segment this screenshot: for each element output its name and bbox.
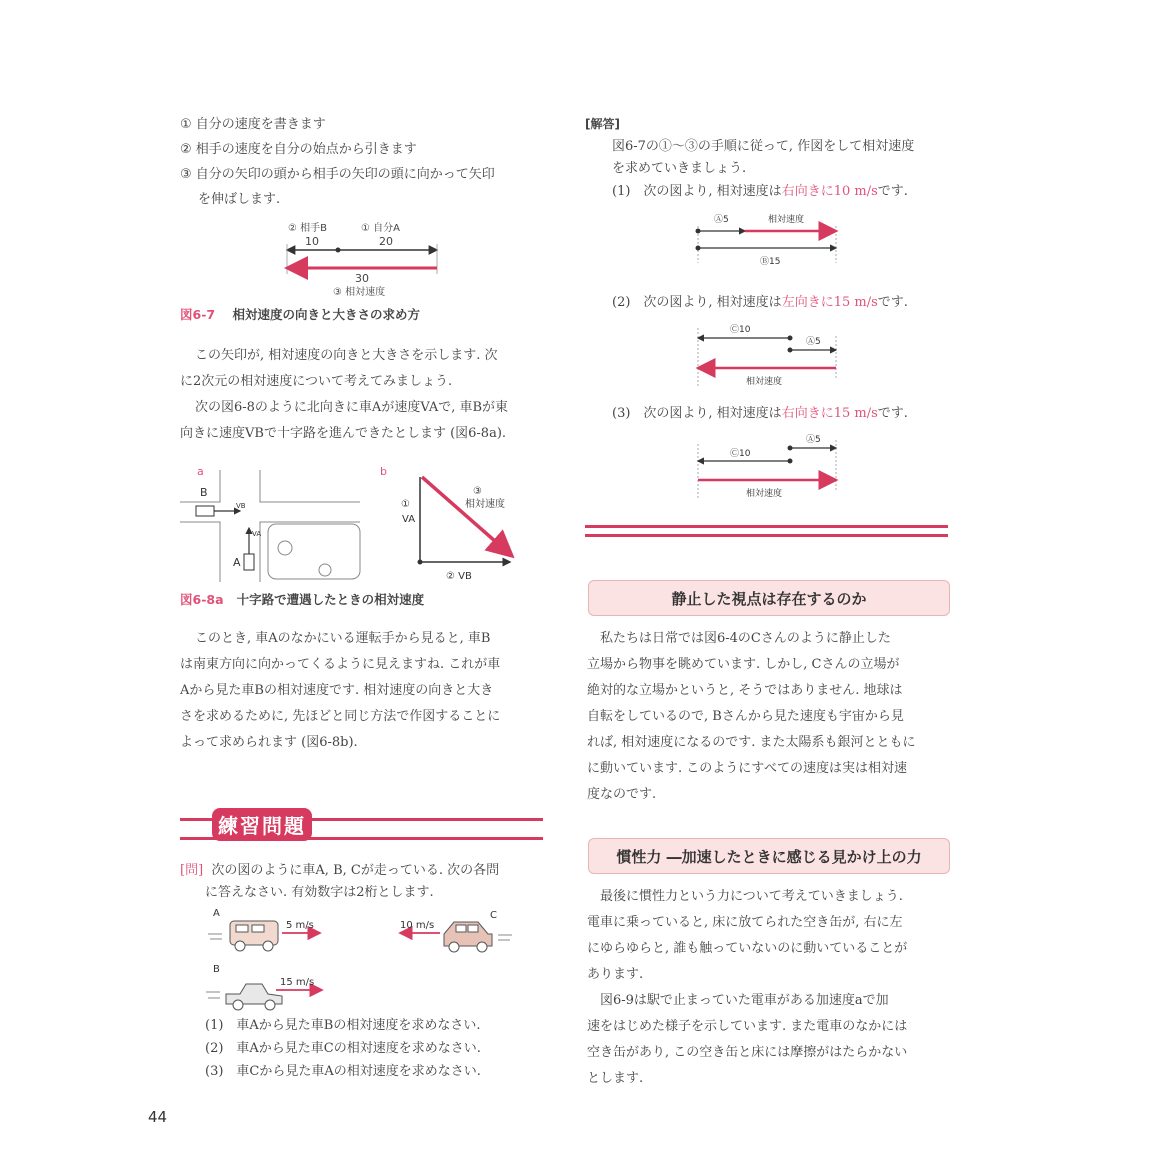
para3-line-3: 絶対的な立場かというと, そうではありません. 地球は — [587, 683, 903, 698]
car-b — [206, 984, 282, 1010]
d3-a-label: Ⓐ5 — [806, 435, 821, 445]
fig67-label-a: ① 自分A — [361, 223, 400, 234]
fig68-car-b — [196, 506, 214, 516]
para3-line-2: 立場から物事を眺めています. しかし, Cさんの立場が — [587, 657, 900, 672]
answer-tag: [解答] — [585, 117, 620, 131]
answer-1-highlight: 右向きに10 m/s — [781, 184, 878, 199]
fig68-rel-num: ③ — [473, 486, 482, 497]
subq-3: (3) 車Cから見た車Aの相対速度を求めなさい. — [205, 1064, 481, 1079]
para4-line-4: あります. — [587, 967, 644, 982]
para4-line-1: 最後に慣性力という力について考えていきましょう. — [600, 889, 903, 904]
heading-inertial-force: 慣性力 ―加速したときに感じる見かけ上の力 — [588, 838, 950, 874]
para3-line-5: れば, 相対速度になるのです. また太陽系も銀河とともに — [587, 735, 916, 750]
para3-line-7: 度なのです. — [587, 787, 657, 802]
fig68-caption-text: 十字路で遭遇したときの相対速度 — [236, 592, 425, 607]
fig68-va-label: VA — [402, 514, 416, 525]
car-b-label: B — [213, 964, 220, 975]
car-c-label: C — [490, 910, 497, 921]
figure-6-7 — [275, 220, 475, 300]
para4-line-2: 電車に乗っていると, 床に放てられた空き缶が, 右に左 — [587, 915, 903, 930]
para2-line-2: は南東方向に向かってくるように見えますね. これが車 — [180, 657, 501, 672]
fig68-vb-small: VB — [236, 502, 246, 510]
para2-line-4: さを求めるために, 先ほどと同じ方法で作図することに — [180, 709, 501, 724]
fig68-car-a-label: A — [233, 556, 241, 569]
d1-rel-label: 相対速度 — [768, 215, 805, 225]
fig68-panel-a: a — [197, 465, 204, 478]
answer-3-pre: (3) 次の図より, 相対速度は — [612, 406, 782, 421]
step-3-cont: を伸ばします. — [198, 192, 281, 207]
para1-line-4: 向きに速度VBで十字路を進んできたとします (図6-8a). — [180, 426, 507, 441]
question-tag: [問] — [180, 863, 204, 878]
para4-line-8: とします. — [587, 1071, 644, 1086]
para4-line-3: にゆらゆらと, 誰も触っていないのに動いていることが — [587, 941, 908, 956]
answer-1-diagram — [690, 208, 850, 273]
answer-intro-1: 図6-7の①～③の手順に従って, 作図をして相対速度 — [612, 139, 915, 154]
para3-line-1: 私たちは日常では図6-4のCさんのように静止した — [600, 631, 891, 646]
car-a — [208, 921, 278, 951]
d3-c-label: Ⓒ10 — [730, 449, 751, 459]
fig67-val-a: 20 — [379, 235, 393, 248]
answer-1-post: です. — [877, 184, 908, 199]
car-a-label: A — [213, 908, 220, 919]
answer-3-post: です. — [877, 406, 908, 421]
para2-line-5: よって求められます (図6-8b). — [180, 735, 358, 750]
para1-line-3: 次の図6-8のように北向きに車Aが速度VAで, 車Bが東 — [195, 400, 509, 415]
para2-line-1: このとき, 車Aのなかにいる運転手から見ると, 車B — [195, 631, 491, 646]
question-text-1: 次の図のように車A, B, Cが走っている. 次の各問 — [211, 863, 500, 878]
subq-1: (1) 車Aから見た車Bの相対速度を求めなさい. — [205, 1018, 481, 1033]
d2-c-label: Ⓒ10 — [730, 325, 751, 335]
fig68-va-num: ① — [401, 499, 410, 510]
fig68-car-b-label: B — [200, 486, 208, 499]
para1-line-2: に2次元の相対速度について考えてみましょう. — [180, 374, 453, 389]
d3-rel-label: 相対速度 — [746, 489, 783, 499]
answer-2-post: です. — [877, 295, 908, 310]
section-divider — [585, 525, 948, 537]
answer-2-pre: (2) 次の図より, 相対速度は — [612, 295, 782, 310]
fig67-caption-num: 図6-7 — [180, 307, 216, 322]
d2-a-label: Ⓐ5 — [806, 337, 821, 347]
fig68-caption — [180, 591, 424, 609]
answer-2-highlight: 左向きに15 m/s — [781, 295, 878, 310]
para4-line-7: 空き缶があり, この空き缶と床には摩擦がはたらかない — [587, 1045, 908, 1060]
answer-1-pre: (1) 次の図より, 相対速度は — [612, 184, 782, 199]
car-c — [444, 922, 512, 952]
fig68-building — [268, 524, 360, 579]
para2-line-3: Aから見た車Bの相対速度です. 相対速度の向きと大き — [180, 683, 494, 698]
page-number: 44 — [148, 1108, 168, 1126]
fig68-person — [278, 541, 292, 555]
para4-line-5: 図6-9は駅で止まっていた電車がある加速度aで加 — [600, 993, 889, 1008]
d1-a-label: Ⓐ5 — [714, 215, 729, 225]
fig68-rel-vector — [422, 477, 512, 556]
step-2: ② 相手の速度を自分の始点から引きます — [180, 142, 417, 157]
fig68-panel-b: b — [380, 465, 387, 478]
answer-1 — [612, 183, 908, 201]
fig68-caption-num: 図6-8a — [180, 592, 224, 607]
fig68-person-2 — [319, 564, 331, 576]
car-a-speed: 5 m/s — [286, 920, 314, 931]
heading-static-viewpoint: 静止した視点は存在するのか — [588, 580, 950, 616]
car-c-speed: 10 m/s — [400, 920, 435, 931]
fig67-caption-text: 相対速度の向きと大きさの求め方 — [232, 307, 421, 322]
fig67-val-total: 30 — [355, 272, 369, 285]
exercise-title: 練習問題 — [212, 808, 312, 841]
subq-2: (2) 車Aから見た車Cの相対速度を求めなさい. — [205, 1041, 481, 1056]
para1-line-1: この矢印が, 相対速度の向きと大きさを示します. 次 — [195, 348, 498, 363]
answer-2 — [612, 294, 908, 312]
answer-3-highlight: 右向きに15 m/s — [781, 406, 878, 421]
para3-line-6: に動いています. このようにすべての速度は実は相対速 — [587, 761, 908, 776]
fig67-val-b: 10 — [305, 235, 319, 248]
para3-line-4: 自転をしているので, Bさんから見た速度も宇宙から見 — [587, 709, 904, 724]
answer-intro-2: を求めていきましょう. — [612, 161, 747, 176]
question-line-2: に答えなさい. 有効数字は2桁とします. — [205, 885, 434, 900]
step-1: ① 自分の速度を書きます — [180, 117, 326, 132]
question-line-1 — [180, 862, 499, 880]
step-3: ③ 自分の矢印の頭から相手の矢印の頭に向かって矢印 — [180, 167, 495, 182]
fig68-va-small: VA — [252, 530, 262, 538]
figure-6-8 — [180, 462, 540, 587]
d2-rel-label: 相対速度 — [746, 377, 783, 387]
fig67-label-b: ② 相手B — [288, 223, 328, 234]
fig68-car-a — [244, 554, 254, 570]
d1-b-label: Ⓑ15 — [760, 257, 781, 267]
car-b-speed: 15 m/s — [280, 977, 315, 988]
fig67-caption — [180, 306, 420, 324]
cars-figure — [200, 906, 530, 1011]
answer-3-diagram — [690, 430, 850, 505]
para4-line-6: 速をはじめた様子を示しています. また電車のなかには — [587, 1019, 908, 1034]
answer-3 — [612, 405, 908, 423]
answer-2-diagram — [690, 318, 850, 393]
fig68-rel-label: 相対速度 — [465, 499, 505, 510]
fig67-label-rel: ③ 相対速度 — [333, 287, 386, 298]
fig68-vb-label: ② VB — [446, 571, 472, 582]
